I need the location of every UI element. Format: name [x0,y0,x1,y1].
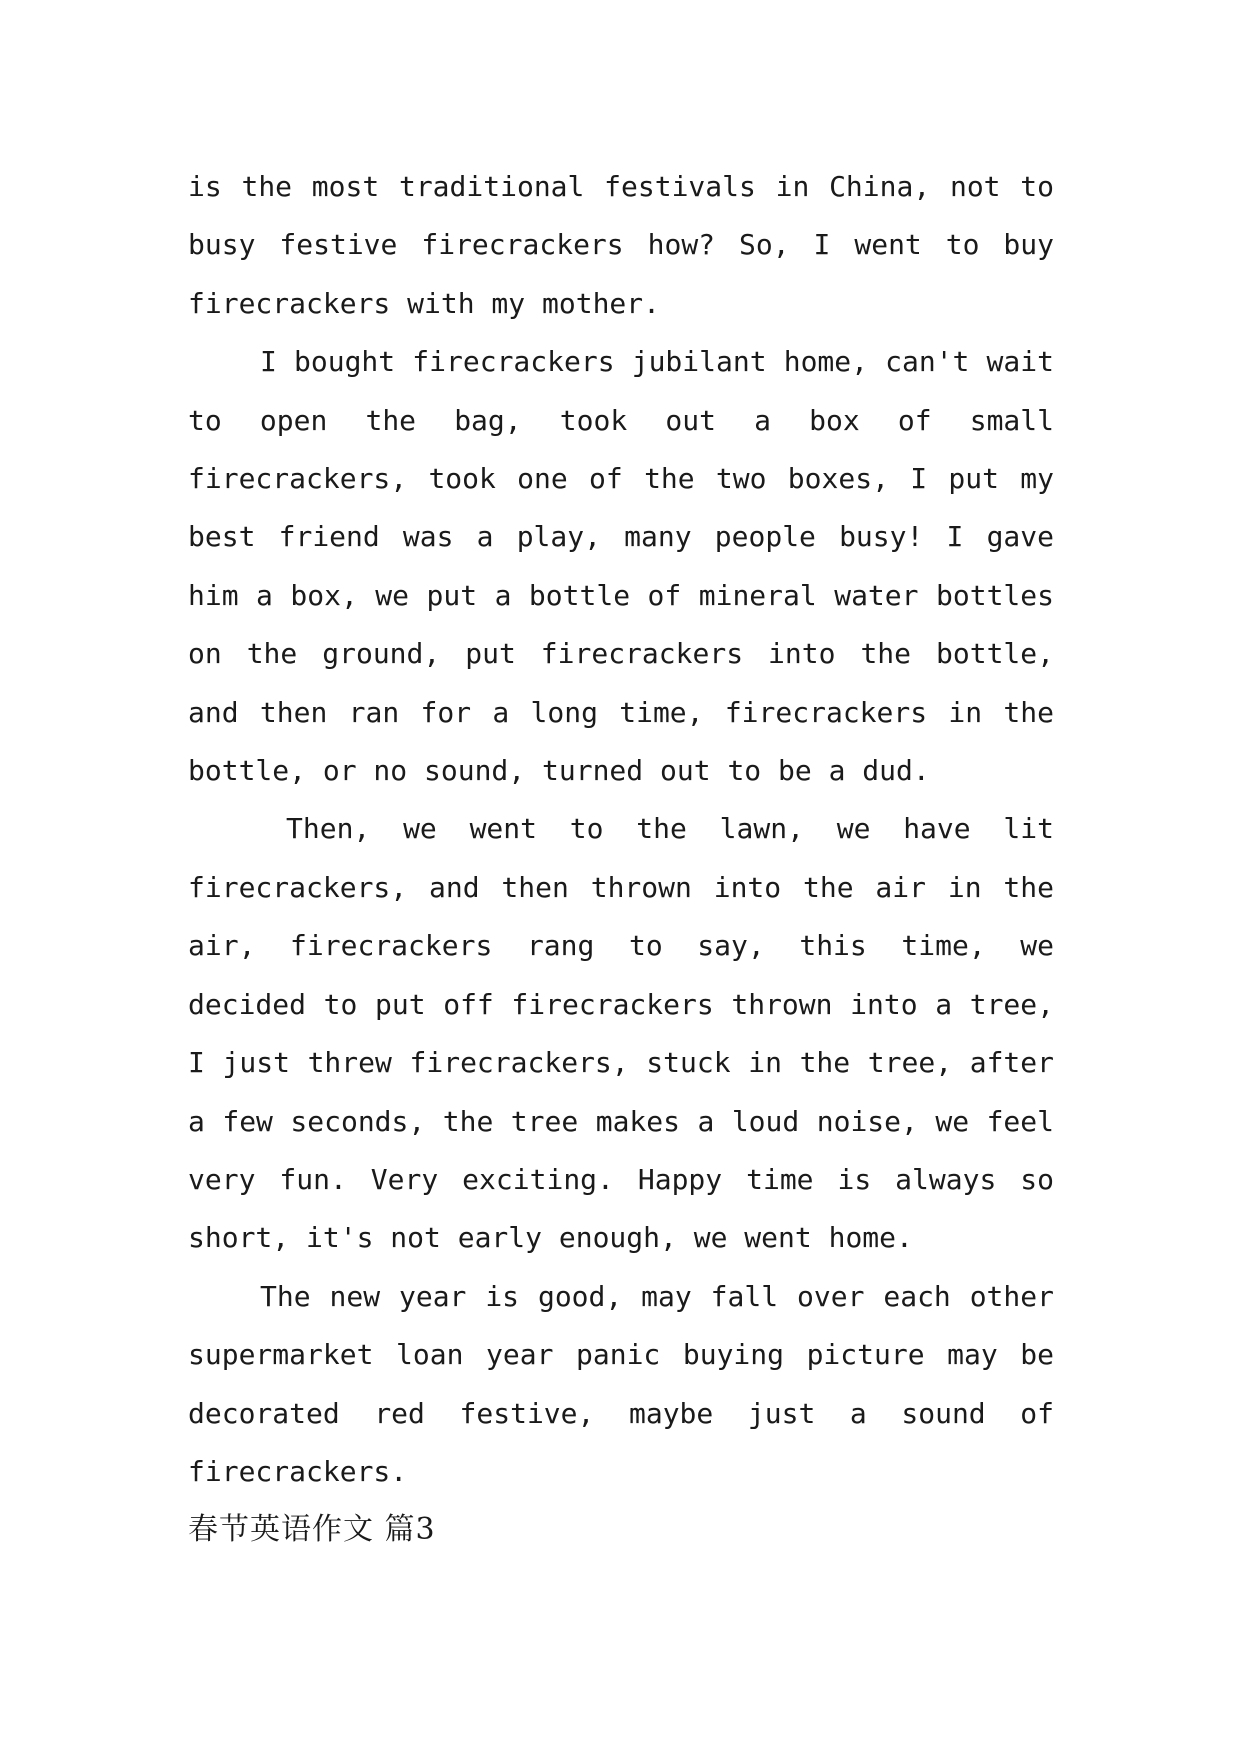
paragraph-3: Then, we went to the lawn, we have lit firecrackers, and then thrown into the air in the air, firecrackers rang to say, this time, we decided to put off firecrackers thrown into a tree, I just threw firecrackers, stuck in the tree, after a few seconds, the tree makes a loud noise, we feel very fun. Very exciting. Happy time is always so short, it's not early enough, we went home. [188,812,1054,1255]
section-heading: 春节英语作文 篇3 [188,1512,436,1548]
document-page [188,158,1054,1559]
paragraph-4: The new year is good, may fall over each other supermarket loan year panic buying picture may be decorated red festive, maybe just a sound of firecrackers. [188,1279,1054,1488]
paragraph-2: I bought firecrackers jubilant home, can't wait to open the bag, took out a box of small firecrackers, took one of the two boxes, I put my best friend was a play, many people busy! I gave him a box, we put a bottle of mineral water bottles on the ground, put firecrackers into the bottle, and then ran for a long time, firecrackers in the bottle, or no sound, turned out to be a dud. [188,345,1054,788]
paragraph-1: is the most traditional festivals in China, not to busy festive firecrackers how? So, I went to buy firecrackers with my mother. [188,170,1054,320]
